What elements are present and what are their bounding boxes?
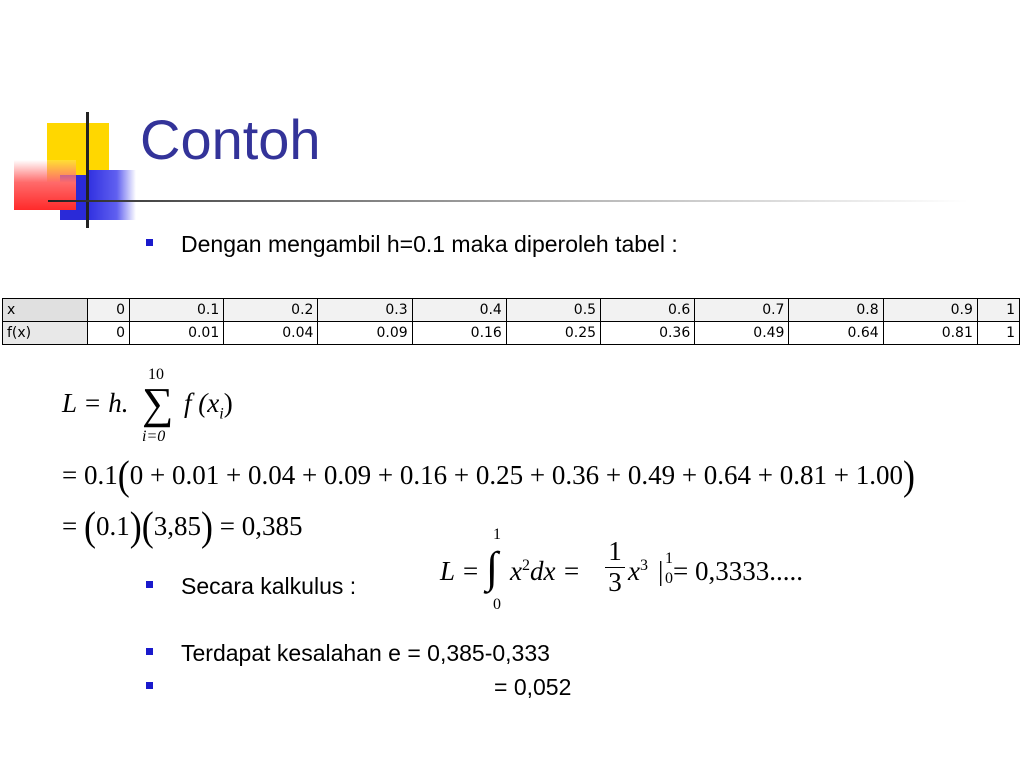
- bullet-marker: [146, 581, 153, 588]
- integral-upper: 1: [493, 526, 501, 543]
- table-row: [3, 322, 1020, 345]
- summation-formula: [62, 364, 322, 444]
- value-table: [2, 298, 1020, 345]
- sum-lhs: L = h.: [62, 388, 129, 418]
- integral-formula: L = 1 ∫ 0 $x^2dx$ = 1 3 $x^3$ | 1 0 = 0,3333.....: [440, 526, 803, 613]
- bullet-marker: [146, 648, 153, 655]
- table-cell: 0: [88, 322, 130, 345]
- table-cell: 0.09: [318, 322, 412, 345]
- slide-title: Contoh: [140, 108, 321, 171]
- integral-result: = 0,3333.....: [673, 556, 803, 586]
- bullet-error-text: Terdapat kesalahan e = 0,385-0,333: [181, 640, 550, 666]
- bullet-intro: [146, 233, 678, 256]
- table-cell: 0.2: [224, 299, 318, 322]
- table-cell: 0.16: [412, 322, 506, 345]
- title-underline: [48, 200, 968, 202]
- bullet-calculus: [146, 575, 356, 598]
- line2-terms: 0 + 0.01 + 0.04 + 0.09 + 0.16 + 0.25 + 0.36 + 0.49 + 0.64 + 0.81 + 1.00: [129, 460, 904, 490]
- table-cell: 0.81: [883, 322, 977, 345]
- expansion-line: = 0.1(0 + 0.01 + 0.04 + 0.09 + 0.16 + 0.25 + 0.36 + 0.49 + 0.64 + 0.81 + 1.00): [62, 452, 916, 498]
- sum-lower: i=0: [142, 428, 166, 445]
- table-cell: 0.7: [695, 299, 789, 322]
- table-cell: 0.8: [789, 299, 883, 322]
- bullet-marker: [146, 682, 153, 689]
- bullet-error-2: [146, 676, 606, 699]
- table-cell: 0.1: [130, 299, 224, 322]
- table-cell: 0.4: [412, 299, 506, 322]
- row-label: x: [3, 299, 88, 322]
- table-cell: 0.6: [601, 299, 695, 322]
- bullet-intro-text: Dengan mengambil h=0.1 maka diperoleh tabel :: [181, 231, 678, 257]
- table-cell: 0.3: [318, 299, 412, 322]
- bullet-marker: [146, 239, 153, 246]
- row-label: f(x): [3, 322, 88, 345]
- decor-blue-gradient: [88, 170, 136, 220]
- integral-symbol: ∫: [486, 543, 499, 592]
- result-line: = (0.1)(3,85) = 0,385: [62, 503, 303, 549]
- sum-rhs: f (x: [184, 388, 220, 418]
- bullet-calculus-text: Secara kalkulus :: [181, 573, 357, 599]
- table-cell: 0.25: [506, 322, 600, 345]
- bullet-error: [146, 642, 550, 665]
- table-cell: 0: [88, 299, 130, 322]
- line3-result: = 0,385: [212, 511, 303, 541]
- table-cell: 0.5: [506, 299, 600, 322]
- table-cell: 1: [977, 322, 1019, 345]
- table-cell: 0.01: [130, 322, 224, 345]
- fraction: 1 3: [605, 536, 625, 598]
- line2-prefix: = 0.1: [62, 460, 118, 490]
- line3-b: 3,85: [153, 511, 201, 541]
- table-cell: 0.04: [224, 322, 318, 345]
- table-cell: 0.49: [695, 322, 789, 345]
- decor-vertical-line: [86, 112, 89, 228]
- integral-lhs: L =: [440, 556, 480, 586]
- integral-lower: 0: [493, 596, 501, 613]
- table-cell: 0.36: [601, 322, 695, 345]
- sigma-symbol: ∑: [142, 379, 174, 428]
- table-cell: 0.9: [883, 299, 977, 322]
- sum-rhs-close: ): [223, 388, 233, 418]
- table-cell: 1: [977, 299, 1019, 322]
- sum-rhs-sub: i: [219, 405, 224, 423]
- table-cell: 0.64: [789, 322, 883, 345]
- decor-red-square: [14, 160, 76, 210]
- table-row: [3, 299, 1020, 322]
- bullet-error-2-text: = 0,052: [494, 674, 572, 700]
- sum-upper: 10: [148, 366, 164, 383]
- line3-a: 0.1: [95, 511, 130, 541]
